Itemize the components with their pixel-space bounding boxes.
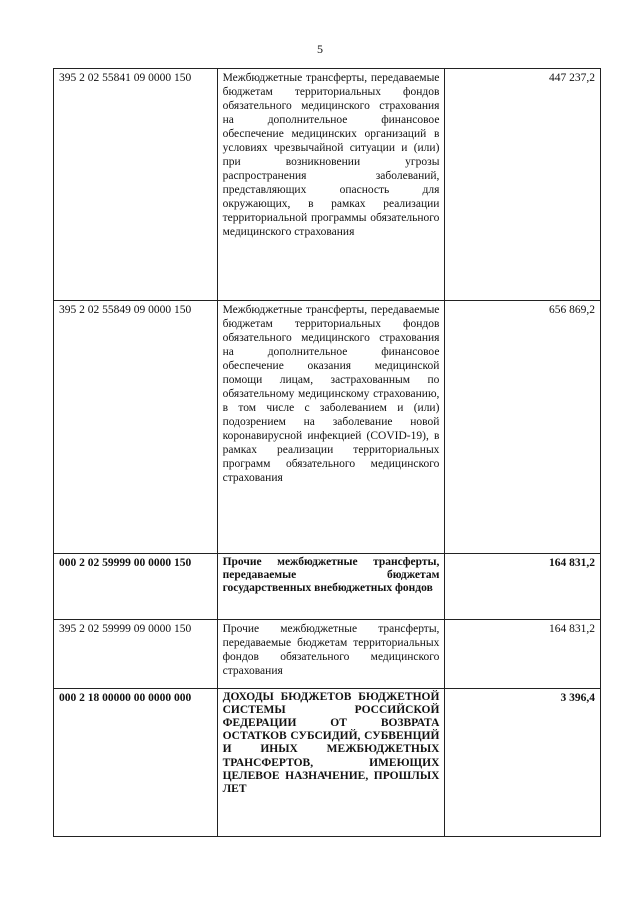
budget-code: 000 2 02 59999 00 0000 150 xyxy=(54,554,218,620)
table-row xyxy=(54,69,601,301)
table-row xyxy=(54,301,601,554)
budget-code: 395 2 02 59999 09 0000 150 xyxy=(54,620,218,689)
page-number: 5 xyxy=(317,42,323,56)
budget-code: 000 2 18 00000 00 0000 000 xyxy=(54,689,218,837)
budget-table xyxy=(53,68,601,837)
amount: 164 831,2 xyxy=(445,554,601,620)
amount: 447 237,2 xyxy=(445,69,601,301)
income-description: ДОХОДЫ БЮДЖЕТОВ БЮДЖЕТНОЙ СИСТЕМЫ РОССИЙСКОЙ ФЕДЕРАЦИИ ОТ ВОЗВРАТА ОСТАТКОВ СУБСИДИЙ, СУБВЕНЦИЙ И ИНЫХ МЕЖБЮДЖЕТНЫХ ТРАНСФЕРТОВ, ИМЕЮЩИХ ЦЕЛЕВОЕ НАЗНАЧЕНИЕ, ПРОШЛЫХ ЛЕТ xyxy=(217,689,445,837)
table-row xyxy=(54,554,601,620)
income-description: Прочие межбюджетные трансферты, передаваемые бюджетам государственных внебюджетных фондов xyxy=(217,554,445,620)
budget-code: 395 2 02 55849 09 0000 150 xyxy=(54,301,218,554)
table-row xyxy=(54,620,601,689)
amount: 3 396,4 xyxy=(445,689,601,837)
table-row xyxy=(54,689,601,837)
amount: 164 831,2 xyxy=(445,620,601,689)
income-description: Межбюджетные трансферты, передаваемые бюджетам территориальных фондов обязательного медицинского страхования на дополнительное финансовое обеспечение медицинских организаций в условиях чрезвычайной ситуации и (или) при возникновении угрозы распространения заболеваний, представляющих опасность для окружающих, в рамках реализации территориальной программы обязательного медицинского страхования xyxy=(217,69,445,301)
income-description: Межбюджетные трансферты, передаваемые бюджетам территориальных фондов обязательного медицинского страхования на дополнительное финансовое обеспечение оказания медицинской помощи лицам, застрахованным по обязательному медицинскому страхованию, в том числе с заболеванием и (или) подозрением на заболевание новой коронавирусной инфекцией (COVID-19), в рамках реализации территориальных программ обязательного медицинского страхования xyxy=(217,301,445,554)
amount: 656 869,2 xyxy=(445,301,601,554)
budget-code: 395 2 02 55841 09 0000 150 xyxy=(54,69,218,301)
income-description: Прочие межбюджетные трансферты, передаваемые бюджетам территориальных фондов обязательного медицинского страхования xyxy=(217,620,445,689)
